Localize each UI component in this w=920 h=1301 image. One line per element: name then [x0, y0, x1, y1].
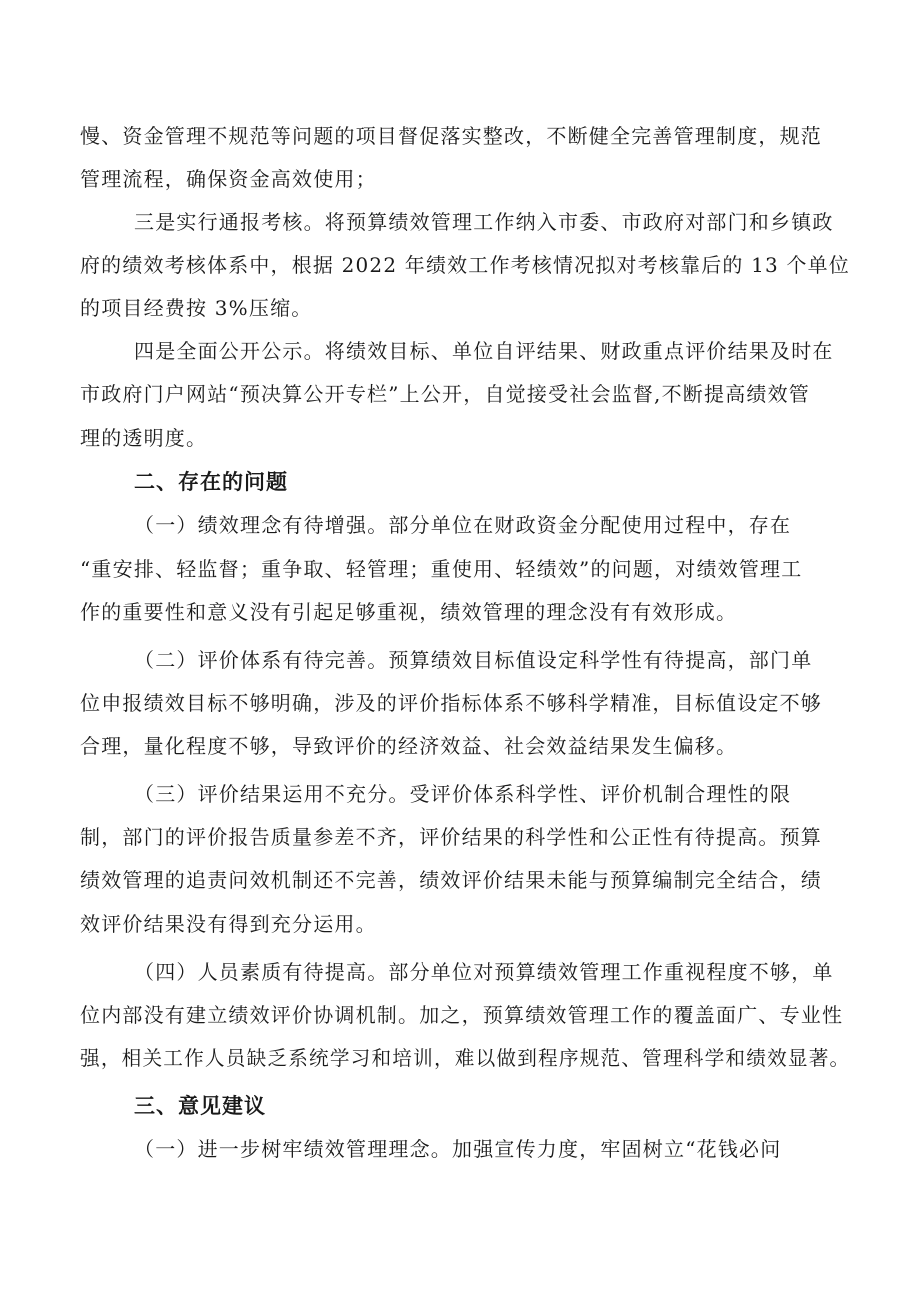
paragraph-line: 制，部门的评价报告质量参差不齐，评价结果的科学性和公正性有待提高。预算 [80, 825, 822, 849]
paragraph-line: 府的绩效考核体系中，根据 2022 年绩效工作考核情况拟对考核靠后的 13 个单位 [80, 253, 850, 277]
paragraph-line: （一）进一步树牢绩效管理理念。加强宣传力度，牢固树立“花钱必问 [134, 1137, 782, 1161]
paragraph-line: 三是实行通报考核。将预算绩效管理工作纳入市委、市政府对部门和乡镇政 [134, 210, 834, 234]
paragraph-line: （二）评价体系有待完善。预算绩效目标值设定科学性有待提高，部门单 [134, 648, 813, 672]
paragraph-line: 位申报绩效目标不够明确，涉及的评价指标体系不够科学精准，目标值设定不够 [80, 691, 822, 715]
paragraph-line: 理的透明度。 [80, 426, 208, 450]
paragraph-line: （三）评价结果运用不充分。受评价体系科学性、评价机制合理性的限 [134, 782, 792, 806]
paragraph-line: 管理流程，确保资金高效使用； [80, 167, 377, 191]
paragraph-line: 四是全面公开公示。将绩效目标、单位自评结果、财政重点评价结果及时在 [134, 339, 834, 363]
section-heading: 二、存在的问题 [134, 470, 288, 494]
paragraph-line: 绩效管理的追责问效机制还不完善，绩效评价结果未能与预算编制完全结合，绩 [80, 868, 822, 892]
paragraph-line: 慢、资金管理不规范等问题的项目督促落实整改，不断健全完善管理制度，规范 [80, 124, 822, 148]
paragraph-line: 效评价结果没有得到充分运用。 [80, 912, 377, 936]
paragraph-line: 合理，量化程度不够，导致评价的经济效益、社会效益结果发生偏移。 [80, 734, 738, 758]
paragraph-line: 位内部没有建立绩效评价协调机制。加之，预算绩效管理工作的覆盖面广、专业性 [80, 1003, 844, 1027]
paragraph-line: “重安排、轻监督；重争取、轻管理；重使用、轻绩效”的问题，对绩效管理工 [80, 557, 803, 581]
section-heading: 三、意见建议 [134, 1094, 266, 1118]
paragraph-line: 的项目经费按 3%压缩。 [80, 296, 313, 320]
paragraph-line: 作的重要性和意义没有引起足够重视，绩效管理的理念没有有效形成。 [80, 600, 738, 624]
paragraph-line: （一）绩效理念有待增强。部分单位在财政资金分配使用过程中，存在 [134, 513, 792, 537]
paragraph-line: 市政府门户网站“预决算公开专栏”上公开，自觉接受社会监督,不断提高绩效管 [80, 382, 811, 406]
paragraph-line: （四）人员素质有待提高。部分单位对预算绩效管理工作重视程度不够，单 [134, 960, 834, 984]
paragraph-line: 强，相关工作人员缺乏系统学习和培训，难以做到程序规范、管理科学和绩效显著。 [80, 1046, 851, 1070]
